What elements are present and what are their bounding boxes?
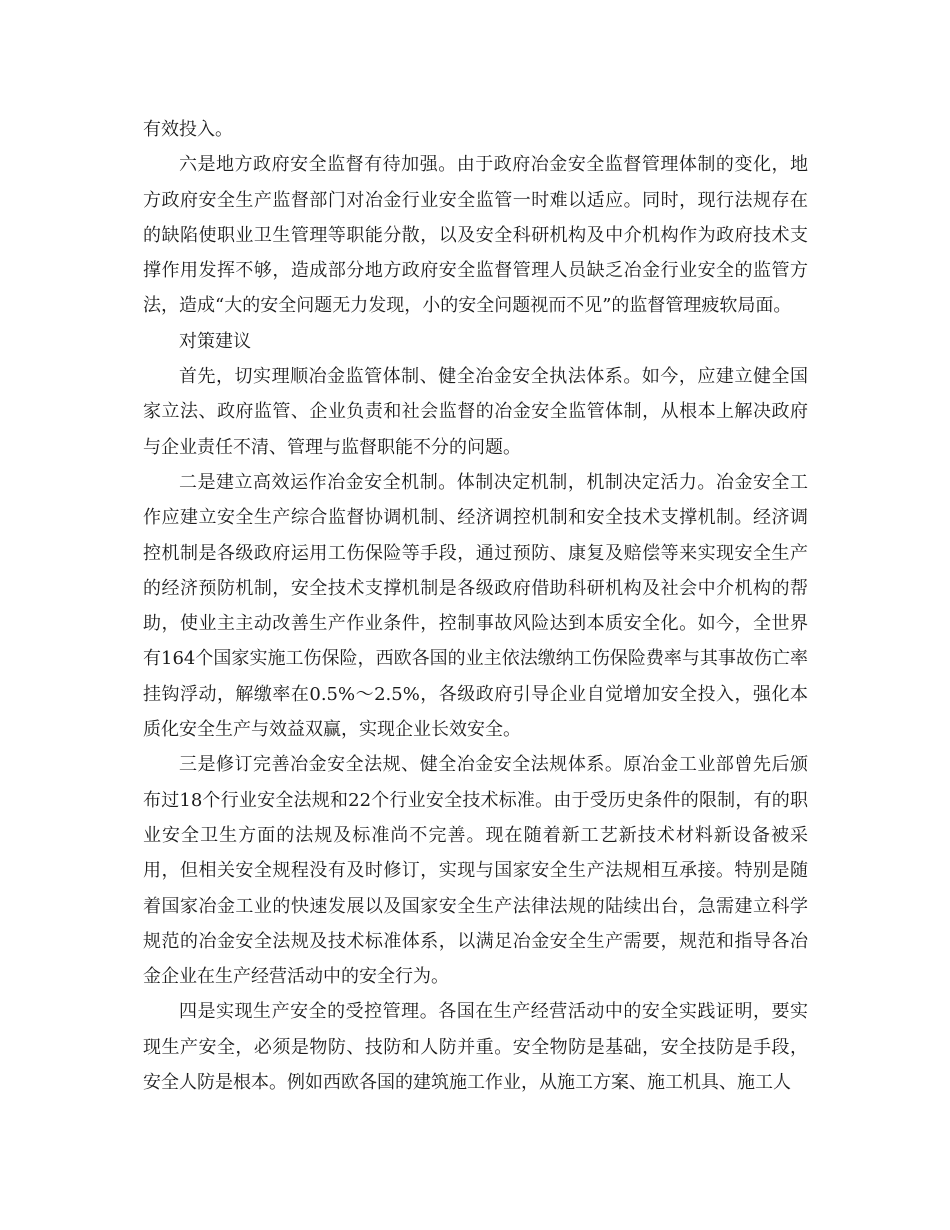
section-heading-countermeasures: 对策建议 bbox=[179, 330, 251, 352]
paragraph-third-regulations: 三是修订完善冶金安全法规、健全冶金安全法规体系。原冶金工业部曾先后颁布过18个行业安全法规和22个行业安全技术标准。由于受历史条件的限制，有的职业安全卫生方面的法规及标准尚不完善。现在随着新工艺新技术材料新设备被采用，但相关安全规程没有及时修订，实现与国家安全生产法规相互承接。特别是随着国家冶金工业的快速发展以及国家安全生产法律法规的陆续出台，急需建立科学规范的冶金安全法规及技术标准体系，以满足冶金安全生产需要，规范和指导各冶金企业在生产经营活动中的安全行为。 bbox=[143, 754, 808, 988]
paragraph-local-supervision: 六是地方政府安全监督有待加强。由于政府冶金安全监督管理体制的变化，地方政府安全生产监督部门对冶金行业安全监管一时难以适应。同时，现行法规存在的缺陷使职业卫生管理等职能分散，以及安全科研机构及中介机构作为政府技术支撑作用发挥不够，造成部分地方政府安全监督管理人员缺乏冶金行业安全的监管方法，造成“大的安全问题无力发现，小的安全问题视而不见”的监督管理疲软局面。 bbox=[143, 154, 808, 317]
document-body bbox=[143, 112, 808, 1100]
paragraph-fourth-controlled-management: 四是实现生产安全的受控管理。各国在生产经营活动中的安全实践证明，要实现生产安全，必须是物防、技防和人防并重。安全物防是基础，安全技防是手段，安全人防是根本。例如西欧各国的建筑施工作业，从施工方案、施工机具、施工人 bbox=[143, 1001, 808, 1094]
paragraph-first-regulatory-system: 首先，切实理顺冶金监管体制、健全冶金安全执法体系。如今，应建立健全国家立法、政府监管、企业负责和社会监督的冶金安全监管体制，从根本上解决政府与企业责任不清、管理与监督职能不分的问题。 bbox=[143, 366, 808, 458]
paragraph-continuation: 有效投入。 bbox=[143, 119, 233, 140]
paragraph-second-safety-mechanism: 二是建立高效运作冶金安全机制。体制决定机制，机制决定活力。冶金安全工作应建立安全生产综合监督协调机制、经济调控机制和安全技术支撑机制。经济调控机制是各级政府运用工伤保险等手段，通过预防、康复及赔偿等来实现安全生产的经济预防机制，安全技术支撑机制是各级政府借助科研机构及社会中介机构的帮助，使业主主动改善生产作业条件，控制事故风险达到本质安全化。如今，全世界有164个国家实施工伤保险，西欧各国的业主依法缴纳工伤保险费率与其事故伤亡率挂钩浮动，解缴率在0.5%～2.5%，各级政府引导企业自觉增加安全投入，强化本质化安全生产与效益双赢，实现企业长效安全。 bbox=[143, 471, 808, 741]
